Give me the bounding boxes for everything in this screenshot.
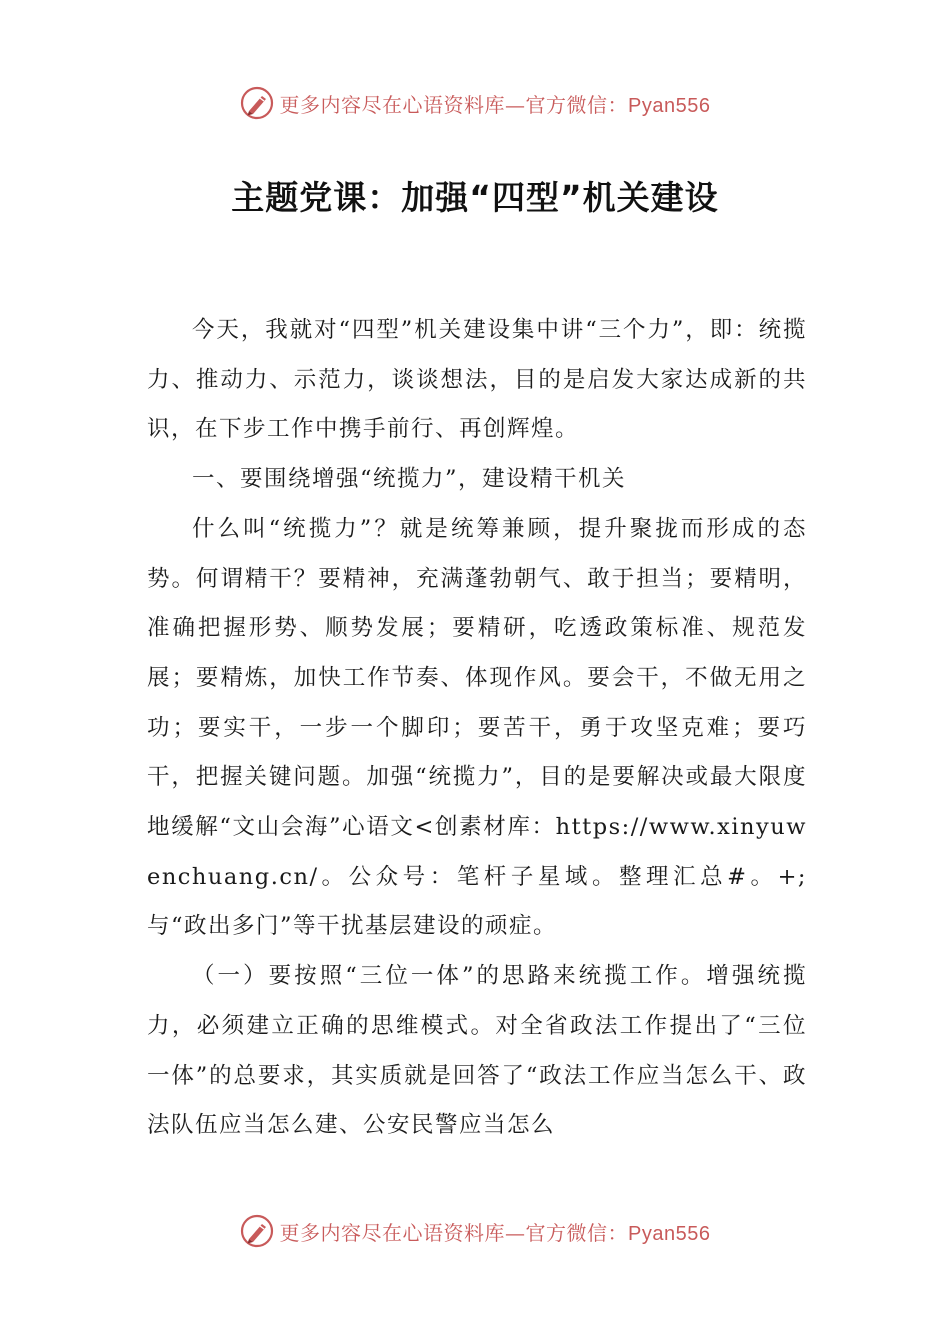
document-body <box>147 306 807 1151</box>
wechat-id: Pyan556 <box>628 1222 711 1245</box>
footer-watermark-banner <box>0 1211 950 1251</box>
pen-logo-icon <box>240 1214 274 1248</box>
banner-text: 更多内容尽在心语资料库—官方微信：Pyan556 <box>279 92 711 117</box>
header-watermark-banner <box>0 83 950 123</box>
banner-text: 更多内容尽在心语资料库—官方微信：Pyan556 <box>279 1220 711 1245</box>
paragraph-definition: 什么叫“统揽力”？就是统筹兼顾，提升聚拢而形成的态势。何谓精干？要精神，充满蓬勃朝气、敢于担当；要精明，准确把握形势、顺势发展；要精研，吃透政策标准、规范发展；要精炼，加快工作节奏、体现作风。要会干，不做无用之功；要实干，一步一个脚印；要苦干，勇于攻坚克难；要巧干，把握关键问题。加强“统揽力”，目的是要解决或最大限度地缓解“文山会海”心语文<创素材库：https://www.xinyuwenchuang.cn/。公众号：笔杆子星域。整理汇总#。+;与“政出多门”等干扰基层建设的顽症。 <box>147 515 807 940</box>
paragraph-intro: 今天，我就对“四型”机关建设集中讲“三个力”，即：统揽力、推动力、示范力，谈谈想法，目的是启发大家达成新的共识，在下步工作中携手前行、再创辉煌。 <box>147 317 807 443</box>
pen-logo-icon <box>240 86 274 120</box>
subsection-1: （一）要按照“三位一体”的思路来统揽工作。增强统揽力，必须建立正确的思维模式。对全省政法工作提出了“三位一体”的总要求，其实质就是回答了“政法工作应当怎么干、政法队伍应当怎么建、公安民警应当怎么 <box>147 963 807 1139</box>
section-heading-1: 一、要围绕增强“统揽力”，建设精干机关 <box>192 466 627 493</box>
wechat-id: Pyan556 <box>628 94 711 117</box>
document-title: 主题党课：加强“四型”机关建设 <box>231 178 719 217</box>
